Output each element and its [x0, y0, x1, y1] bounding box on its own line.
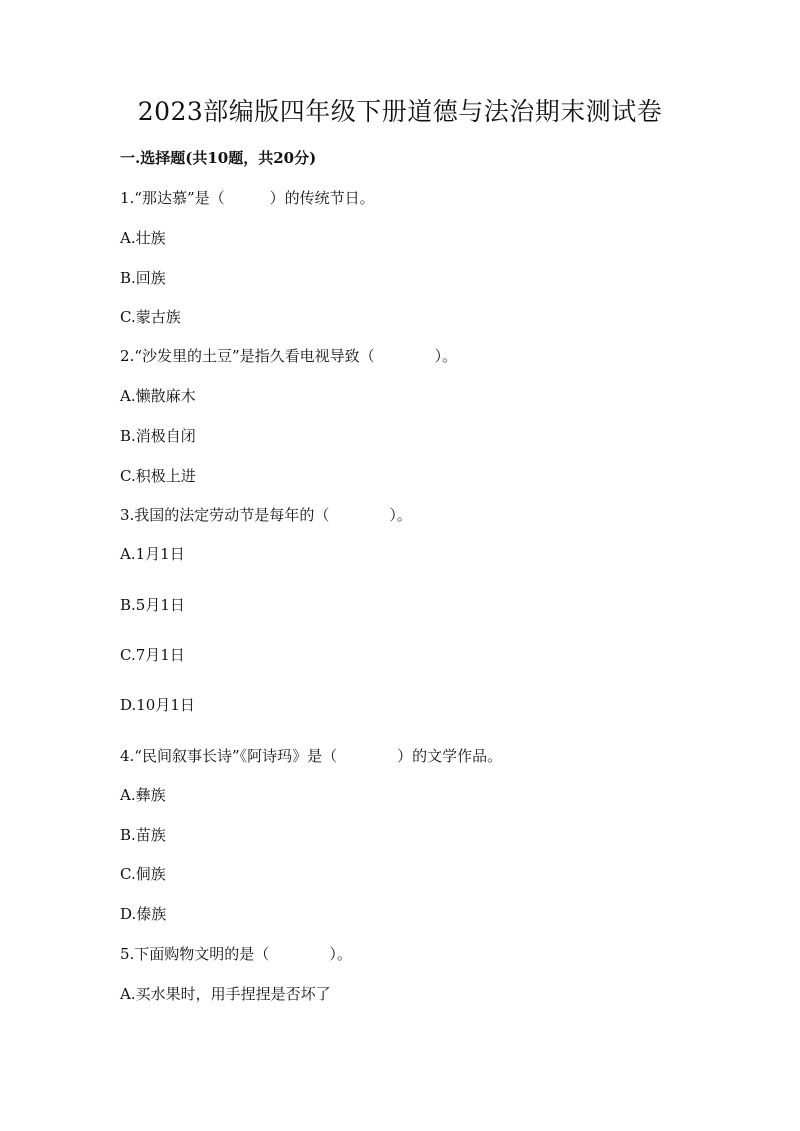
section-heading: 一.选择题(共10题，共20分): [120, 149, 317, 167]
question-4-option-b: B.苗族: [120, 826, 166, 844]
question-3-option-c: C.7月1日: [120, 646, 185, 664]
question-5-option-a: A.买水果时，用手捏捏是否坏了: [120, 985, 331, 1003]
question-2-option-a: A.懒散麻木: [120, 387, 196, 405]
question-4-stem: 4.“民间叙事长诗”《阿诗玛》是（ ）的文学作品。: [120, 747, 503, 765]
question-2-stem: 2.“沙发里的土豆”是指久看电视导致（ ）。: [120, 347, 458, 365]
question-2-option-b: B.消极自闭: [120, 427, 196, 445]
question-3-option-a: A.1月1日: [120, 545, 185, 563]
question-4-option-a: A.彝族: [120, 786, 166, 804]
question-1-stem: 1.“那达慕”是（ ）的传统节日。: [120, 189, 375, 207]
question-1-option-c: C.蒙古族: [120, 308, 181, 326]
question-3-option-d: D.10月1日: [120, 696, 195, 714]
question-5-stem: 5.下面购物文明的是（ ）。: [120, 945, 352, 963]
document-title: 2023部编版四年级下册道德与法治期末测试卷: [137, 97, 663, 126]
question-1-option-b: B.回族: [120, 269, 166, 287]
question-2-option-c: C.积极上进: [120, 467, 196, 485]
question-3-option-b: B.5月1日: [120, 596, 185, 614]
question-3-stem: 3.我国的法定劳动节是每年的（ ）。: [120, 506, 412, 524]
question-4-option-d: D.傣族: [120, 905, 167, 923]
question-1-option-a: A.壮族: [120, 229, 166, 247]
question-4-option-c: C.侗族: [120, 865, 166, 883]
